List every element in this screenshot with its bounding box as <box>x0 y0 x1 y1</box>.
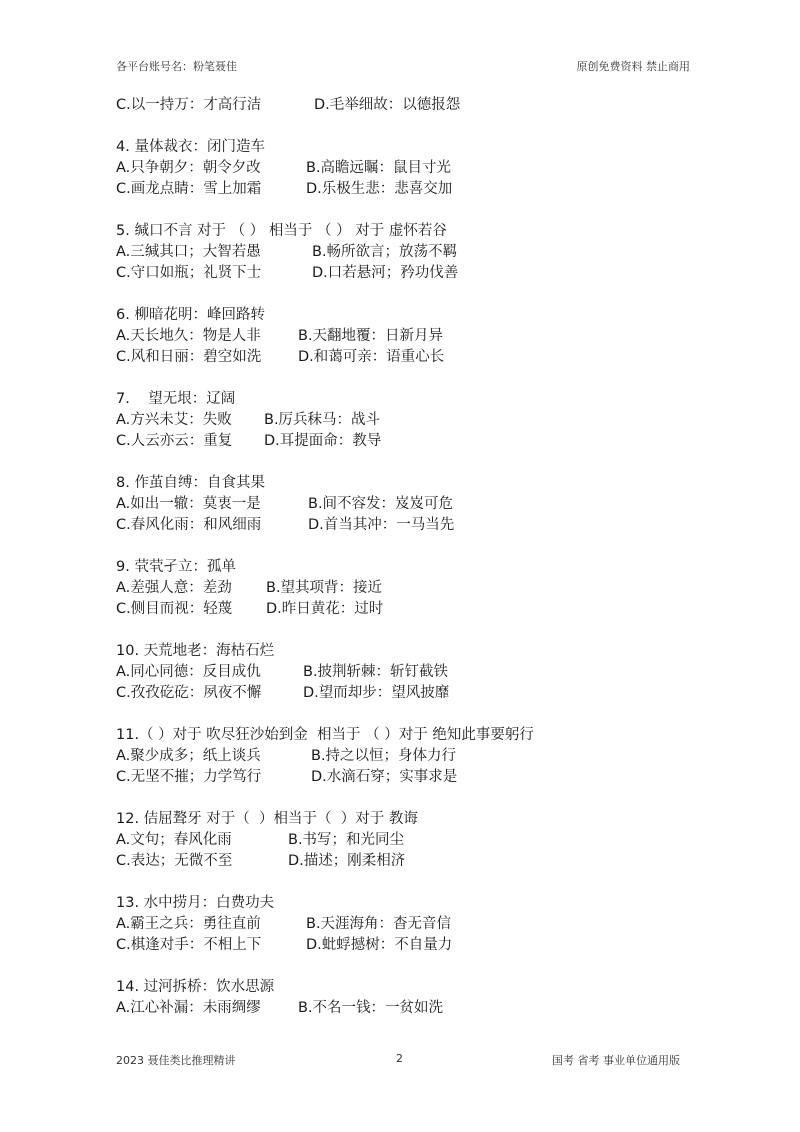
question-title: 12. 佶屈聱牙 对于（ ）相当于（ ）对于 教诲 <box>116 811 418 827</box>
option-a: A.江心补漏：未雨绸缪 <box>116 1000 261 1016</box>
header-right: 原创免费资料 禁止商用 <box>576 60 690 73</box>
option-b: B.天翻地覆：日新月异 <box>298 328 444 344</box>
question-10 <box>116 641 716 704</box>
option-a: A.聚少成多；纸上谈兵 <box>116 748 261 764</box>
option-d: D.耳提面命：教导 <box>264 433 382 449</box>
question-13 <box>116 893 716 956</box>
question-title: 10. 天荒地老：海枯石烂 <box>116 643 275 659</box>
page-number: 2 <box>396 1052 403 1065</box>
question-12 <box>116 809 716 872</box>
option-b: B.不名一钱：一贫如洗 <box>298 1000 444 1016</box>
option-c: C.画龙点睛：雪上加霜 <box>116 181 262 197</box>
footer-right: 国考 省考 事业单位通用版 <box>552 1054 680 1067</box>
option-c: C.侧目而视：轻蔑 <box>116 601 233 617</box>
option-b: B.厉兵秣马：战斗 <box>264 412 381 428</box>
question-8 <box>116 473 716 536</box>
question-title: 9. 茕茕孑立：孤单 <box>116 559 236 575</box>
option-d: D.昨日黄花：过时 <box>266 601 384 617</box>
option-c: C.棋逢对手：不相上下 <box>116 937 262 953</box>
question-6 <box>116 305 716 368</box>
option-d: D.描述；刚柔相济 <box>288 853 406 869</box>
option-d: D.乐极生悲：悲喜交加 <box>306 181 453 197</box>
question-title: 8. 作茧自缚：自食其果 <box>116 475 265 491</box>
option-a: A.方兴未艾：失败 <box>116 412 232 428</box>
option-c: C.人云亦云：重复 <box>116 433 233 449</box>
option-c: C.以一持万：才高行洁 <box>116 97 262 113</box>
option-c: C.春风化雨：和风细雨 <box>116 517 262 533</box>
option-d: D.蚍蜉撼树：不自量力 <box>306 937 453 953</box>
option-a: A.文句；春风化雨 <box>116 832 232 848</box>
question-title: 4. 量体裁衣：闭门造车 <box>116 139 265 155</box>
option-d: D.首当其冲：一马当先 <box>308 517 455 533</box>
question-title: 14. 过河拆桥：饮水思源 <box>116 979 275 995</box>
question-14 <box>116 977 716 1019</box>
option-c: C.表达；无微不至 <box>116 853 233 869</box>
carry-over-options <box>116 95 716 116</box>
question-title: 13. 水中捞月：白费功夫 <box>116 895 275 911</box>
option-a: A.如出一辙：莫衷一是 <box>116 496 261 512</box>
option-a: A.霸王之兵：勇往直前 <box>116 916 261 932</box>
question-title: 7. 望无垠：辽阔 <box>116 391 236 407</box>
option-d: D.和蔼可亲：语重心长 <box>298 349 445 365</box>
option-c: C.风和日丽：碧空如洗 <box>116 349 262 365</box>
option-d: D.水滴石穿；实事求是 <box>311 769 458 785</box>
option-a: A.同心同德：反目成仇 <box>116 664 261 680</box>
option-d: D.毛举细故：以德报怨 <box>314 97 461 113</box>
option-d: D.望而却步：望风披靡 <box>303 685 450 701</box>
question-7 <box>116 389 716 452</box>
option-b: B.书写；和光同尘 <box>288 832 405 848</box>
option-c: C.无坚不摧；力学笃行 <box>116 769 262 785</box>
option-c: C.孜孜矻矻：夙夜不懈 <box>116 685 262 701</box>
option-b: B.持之以恒；身体力行 <box>311 748 457 764</box>
option-a: A.只争朝夕：朝令夕改 <box>116 160 261 176</box>
question-title: 11.（ ）对于 吹尽狂沙始到金 相当于 （ ）对于 绝知此事要躬行 <box>116 727 534 743</box>
option-a: A.差强人意：差劲 <box>116 580 232 596</box>
document-body <box>116 95 716 1040</box>
question-9 <box>116 557 716 620</box>
option-b: B.望其项背：接近 <box>266 580 383 596</box>
option-b: B.高瞻远瞩：鼠目寸光 <box>306 160 452 176</box>
option-c: C.守口如瓶；礼贤下士 <box>116 265 262 281</box>
option-b: B.披荆斩棘：斩钉截铁 <box>303 664 449 680</box>
question-title: 5. 缄口不言 对于 （ ） 相当于 （ ） 对于 虚怀若谷 <box>116 223 447 239</box>
option-d: D.口若悬河；矜功伐善 <box>312 265 459 281</box>
option-b: B.畅所欲言；放荡不羁 <box>312 244 458 260</box>
option-b: B.间不容发：岌岌可危 <box>308 496 454 512</box>
header-left: 各平台账号名：粉笔聂佳 <box>116 60 237 73</box>
footer-left: 2023 聂佳类比推理精讲 <box>116 1054 236 1067</box>
question-title: 6. 柳暗花明：峰回路转 <box>116 307 265 323</box>
option-a: A.三缄其口；大智若愚 <box>116 244 261 260</box>
option-b: B.天涯海角：杳无音信 <box>306 916 452 932</box>
option-a: A.天长地久：物是人非 <box>116 328 261 344</box>
question-4 <box>116 137 716 200</box>
question-11 <box>116 725 716 788</box>
question-5 <box>116 221 716 284</box>
